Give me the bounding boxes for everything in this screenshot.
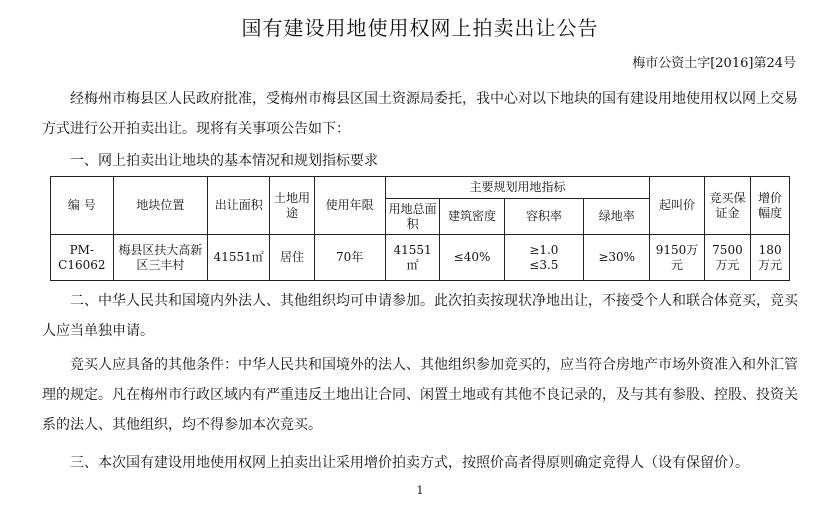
cell-far xyxy=(504,235,583,281)
header-location: 地块位置 xyxy=(113,177,207,235)
intro-paragraph: 经梅州市梅县区人民政府批准，受梅州市梅县区国土资源局委托，我中心对以下地块的国有建设用地使用权以网上交易方式进行公开拍卖出让。现将有关事项公告如下： xyxy=(42,91,798,137)
table-row xyxy=(51,235,790,281)
cell-increment: 180万元 xyxy=(751,235,790,281)
header-term: 使用年限 xyxy=(314,177,385,235)
cell-far-max: ≤3.5 xyxy=(529,257,559,272)
cell-term: 70年 xyxy=(314,235,385,281)
page-title: 国有建设用地使用权网上拍卖出让公告 xyxy=(241,16,599,40)
cell-green: ≥30% xyxy=(584,235,650,281)
header-id: 编 号 xyxy=(51,177,114,235)
document-number: 梅市公资土字[2016]第24号 xyxy=(632,56,796,71)
header-increment: 增价幅度 xyxy=(751,177,790,235)
section-2-paragraph: 二、中华人民共和国境内外法人、其他组织均可申请参加。此次拍卖按现状净地出让，不接受个人和联合体竞买，竞买人应当单独申请。 xyxy=(42,293,798,339)
section-1-heading: 一、网上拍卖出让地块的基本情况和规划指标要求 xyxy=(70,153,378,169)
header-planning: 主要规划用地指标 xyxy=(385,177,650,199)
table-header-row xyxy=(51,177,790,199)
header-deposit: 竞买保证金 xyxy=(704,177,751,235)
cell-far-min: ≥1.0 xyxy=(529,242,559,257)
conditions-paragraph: 竞买人应具备的其他条件：中华人民共和国境外的法人、其他组织参加竞买的，应当符合房地产市场外资准入和外汇管理的规定。凡在梅州市行政区域内有严重违反土地出让合同、闲置土地或有其他不良记录的，及与其有参股、控股、投资关系的法人、其他组织，均不得参加本次竞买。 xyxy=(42,357,798,433)
cell-id: PM-C16062 xyxy=(51,235,114,281)
header-area: 出让面积 xyxy=(208,177,270,235)
cell-start-price: 9150万元 xyxy=(650,235,704,281)
header-far: 容积率 xyxy=(504,199,583,235)
land-parcel-table xyxy=(50,176,790,281)
header-use: 土地用途 xyxy=(270,177,314,235)
header-green: 绿地率 xyxy=(584,199,650,235)
header-land-area: 用地总面积 xyxy=(385,199,440,235)
page-number: 1 xyxy=(416,484,424,497)
section-3-paragraph: 三、本次国有建设用地使用权网上拍卖出让采用增价拍卖方式，按照价高者得原则确定竞得人（设有保留价）。 xyxy=(70,455,749,471)
cell-deposit: 7500万元 xyxy=(704,235,751,281)
header-density: 建筑密度 xyxy=(440,199,504,235)
header-start-price: 起叫价 xyxy=(650,177,704,235)
cell-use: 居住 xyxy=(270,235,314,281)
cell-density: ≤40% xyxy=(440,235,504,281)
cell-land-area: 41551㎡ xyxy=(385,235,440,281)
cell-area: 41551㎡ xyxy=(208,235,270,281)
cell-location: 梅县区扶大高新区三丰村 xyxy=(113,235,207,281)
